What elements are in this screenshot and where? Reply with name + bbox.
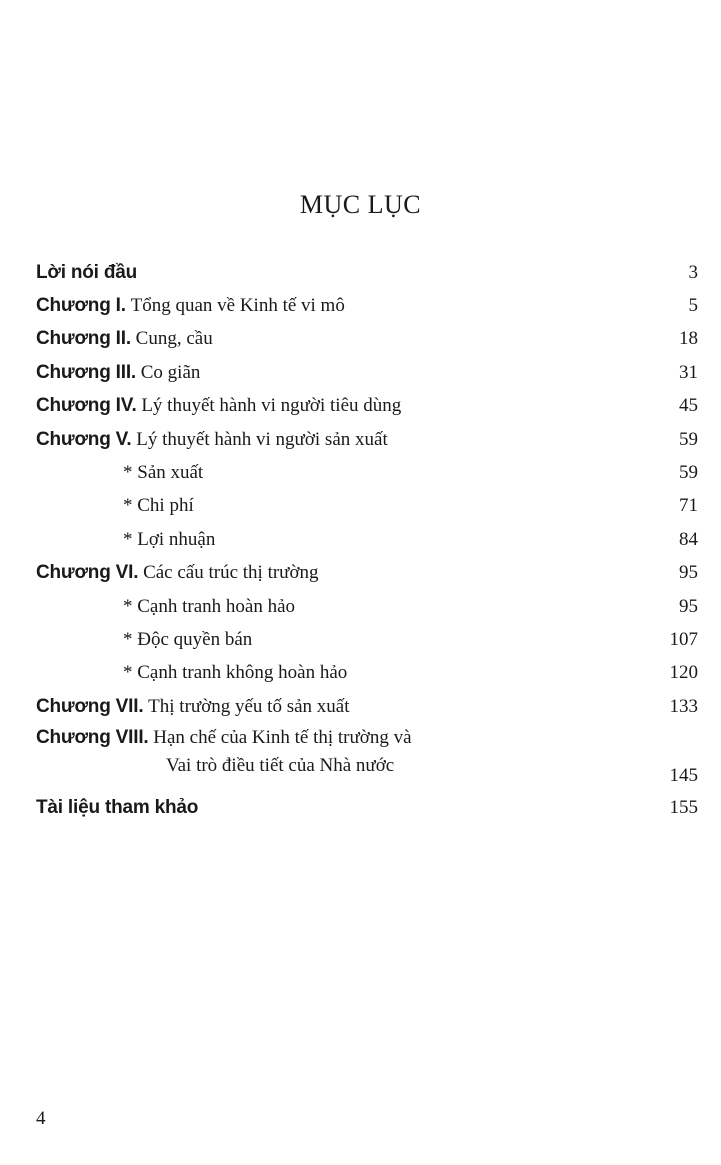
toc-title: Cung, cầu	[135, 328, 213, 350]
toc-subentry	[36, 490, 698, 523]
toc-heading: Chương VII.	[36, 695, 144, 717]
toc-entry-chapter-3	[36, 356, 698, 389]
toc-page-number: 133	[669, 695, 698, 717]
toc-page-number: 31	[679, 361, 698, 383]
page-title: MỤC LỤC	[299, 190, 422, 219]
toc-page-number: 5	[688, 295, 698, 317]
toc-heading: Chương III.	[36, 361, 136, 383]
toc-entry-chapter-2	[36, 323, 698, 356]
toc-heading: Tài liệu tham khảo	[36, 797, 199, 819]
toc-page-number: 95	[679, 562, 698, 584]
toc-heading: Chương VIII.	[36, 727, 149, 749]
toc-title: * Lợi nhuận	[123, 528, 216, 550]
toc-title-continued: Vai trò điều tiết của Nhà nước	[166, 755, 395, 777]
toc-page-number: 145	[669, 765, 698, 787]
toc-title: * Sản xuất	[123, 462, 204, 484]
toc-entry-chapter-6	[36, 557, 698, 590]
toc-subentry	[36, 623, 698, 656]
toc-title: * Cạnh tranh hoàn hảo	[123, 595, 296, 617]
toc-subentry	[36, 523, 698, 556]
toc-title: Tổng quan về Kinh tế vi mô	[130, 295, 345, 317]
toc-heading: Chương V.	[36, 428, 132, 450]
toc-page-number: 95	[679, 595, 698, 617]
page-number: 4	[36, 1108, 46, 1129]
toc-title: Thị trường yếu tố sản xuất	[148, 695, 350, 717]
toc-heading: Chương IV.	[36, 395, 137, 417]
toc-title: * Cạnh tranh không hoàn hảo	[123, 662, 348, 684]
toc-heading: Chương I.	[36, 295, 126, 317]
toc-page-number: 59	[679, 428, 698, 450]
toc-page-number: 18	[679, 328, 698, 350]
toc-subentry	[36, 590, 698, 623]
toc-page-number: 3	[688, 261, 698, 283]
toc-title: Lý thuyết hành vi người sản xuất	[136, 428, 388, 450]
toc-page-number: 71	[679, 495, 698, 517]
toc-title: * Độc quyền bán	[123, 628, 253, 650]
toc-heading: Chương II.	[36, 328, 131, 350]
toc-heading: Lời nói đầu	[36, 261, 138, 283]
toc-page-number: 107	[669, 628, 698, 650]
toc-heading: Chương VI.	[36, 562, 139, 584]
toc-entry-chapter-8	[36, 723, 698, 791]
toc-entry-references	[36, 791, 698, 824]
toc-entry-chapter-5	[36, 423, 698, 456]
toc-subentry	[36, 456, 698, 489]
toc-page-number: 155	[669, 797, 698, 819]
toc-subentry	[36, 657, 698, 690]
toc-title: Các cấu trúc thị trường	[143, 562, 319, 584]
toc-page-number: 45	[679, 395, 698, 417]
toc-page-number: 59	[679, 462, 698, 484]
toc-entry-chapter-7	[36, 690, 698, 723]
toc-title: * Chi phí	[123, 495, 194, 517]
toc-entry-chapter-4	[36, 390, 698, 423]
toc-title: Lý thuyết hành vi người tiêu dùng	[141, 395, 402, 417]
toc-entry-chapter-1	[36, 289, 698, 322]
toc-title: Co giãn	[140, 361, 201, 383]
toc-page-number: 120	[669, 662, 698, 684]
table-of-contents	[36, 256, 698, 825]
toc-entry-preface	[36, 256, 698, 289]
toc-page-number: 84	[679, 528, 698, 550]
toc-title: Hạn chế của Kinh tế thị trường và	[153, 727, 412, 749]
